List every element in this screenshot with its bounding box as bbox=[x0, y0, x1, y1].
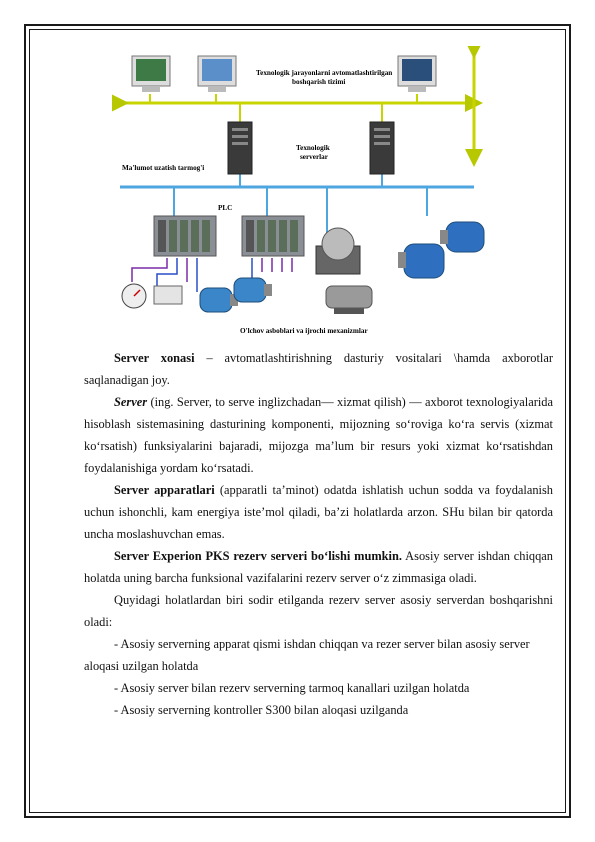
workstation-monitor bbox=[132, 56, 170, 92]
label-data-network: Ma'lumot uzatish tarmog'i bbox=[122, 164, 205, 172]
plc-rack bbox=[242, 216, 304, 256]
paragraph-experion-pks bbox=[84, 545, 553, 589]
electric-motor bbox=[234, 278, 272, 302]
label-control-system: Texnologik jarayonlarni avtomatlashtirilgan bbox=[256, 69, 393, 77]
paragraph-server-hardware bbox=[84, 479, 553, 545]
text-server-room: – avtomatlashtirishning dasturiy vositalari \hamda axborotlar saqlanadigan joy. bbox=[84, 351, 554, 387]
paragraph-server-room bbox=[84, 347, 553, 391]
plc-rack bbox=[154, 216, 216, 256]
paragraph-conditions: Quyidagi holatlardan biri sodir etilganda rezerv server asosiy serverdan boshqarishni oladi: bbox=[84, 593, 553, 629]
label-plc: PLC bbox=[218, 204, 233, 212]
text-experion-pks: Asosiy server ishdan chiqqan holatda uning barcha funksional vazifalarini rezerv server o‘z zimmasiga oladi. bbox=[84, 549, 553, 585]
electric-motor bbox=[398, 244, 444, 278]
term-server-hardware: Server apparatlari bbox=[114, 483, 215, 497]
paragraph-server bbox=[84, 391, 553, 479]
term-experion-pks: Server Experion PKS rezerv serveri bo‘lishi mumkin. bbox=[114, 549, 402, 563]
saw-machine bbox=[316, 228, 360, 274]
server-tower bbox=[228, 122, 252, 174]
document-body bbox=[84, 347, 553, 721]
label-servers: Texnologik bbox=[296, 144, 330, 152]
list-item: - Asosiy serverning apparat qismi ishdan chiqqan va rezer server bilan asosiy server aloqasi uzilgan holatda bbox=[84, 637, 530, 673]
term-server: Server bbox=[114, 395, 148, 409]
label-servers-line2: serverlar bbox=[300, 153, 328, 161]
text-server-hardware: (apparatli ta’minot) odatda ishlatish uchun sodda va foydalanish uchun ishonchli, kam energiya iste’mol qiladi, ba’zi holatlarda arzon. SHu bilan bir qatorda uncha moslashuvchan emas. bbox=[84, 483, 553, 541]
electric-motor bbox=[200, 288, 238, 312]
label-instruments: O'lchov asboblari va ijrochi mexanizmlar bbox=[240, 327, 368, 335]
list-item: - Asosiy server bilan rezerv serverning tarmoq kanallari uzilgan holatda bbox=[114, 681, 470, 695]
workstation-monitor bbox=[398, 56, 436, 92]
electric-motor bbox=[440, 222, 484, 252]
term-server-room: Server xonasi bbox=[114, 351, 195, 365]
text-server: (ing. Server, to serve inglizchadan— xizmat qilish) — axborot texnologiyalarida hisoblash sistemasining dasturining komponenti, mijozning so‘roviga ko‘ra servis (xizmat ko‘rsatish) funksiyalarini bajaradi, mijozga ma’lum bir resurs yoki xizmat ko‘rsatishdan foydalanishiga yordam ko‘rsatadi. bbox=[84, 395, 553, 475]
list-item: - Asosiy serverning kontroller S300 bilan aloqasi uzilganda bbox=[114, 703, 409, 717]
workstation-monitor bbox=[198, 56, 236, 92]
automation-system-diagram bbox=[112, 46, 517, 338]
pressure-gauge bbox=[122, 284, 146, 308]
meter-device bbox=[154, 286, 182, 304]
pump-unit bbox=[326, 286, 372, 314]
label-control-system-line2: boshqarish tizimi bbox=[292, 78, 346, 86]
server-tower bbox=[370, 122, 394, 174]
